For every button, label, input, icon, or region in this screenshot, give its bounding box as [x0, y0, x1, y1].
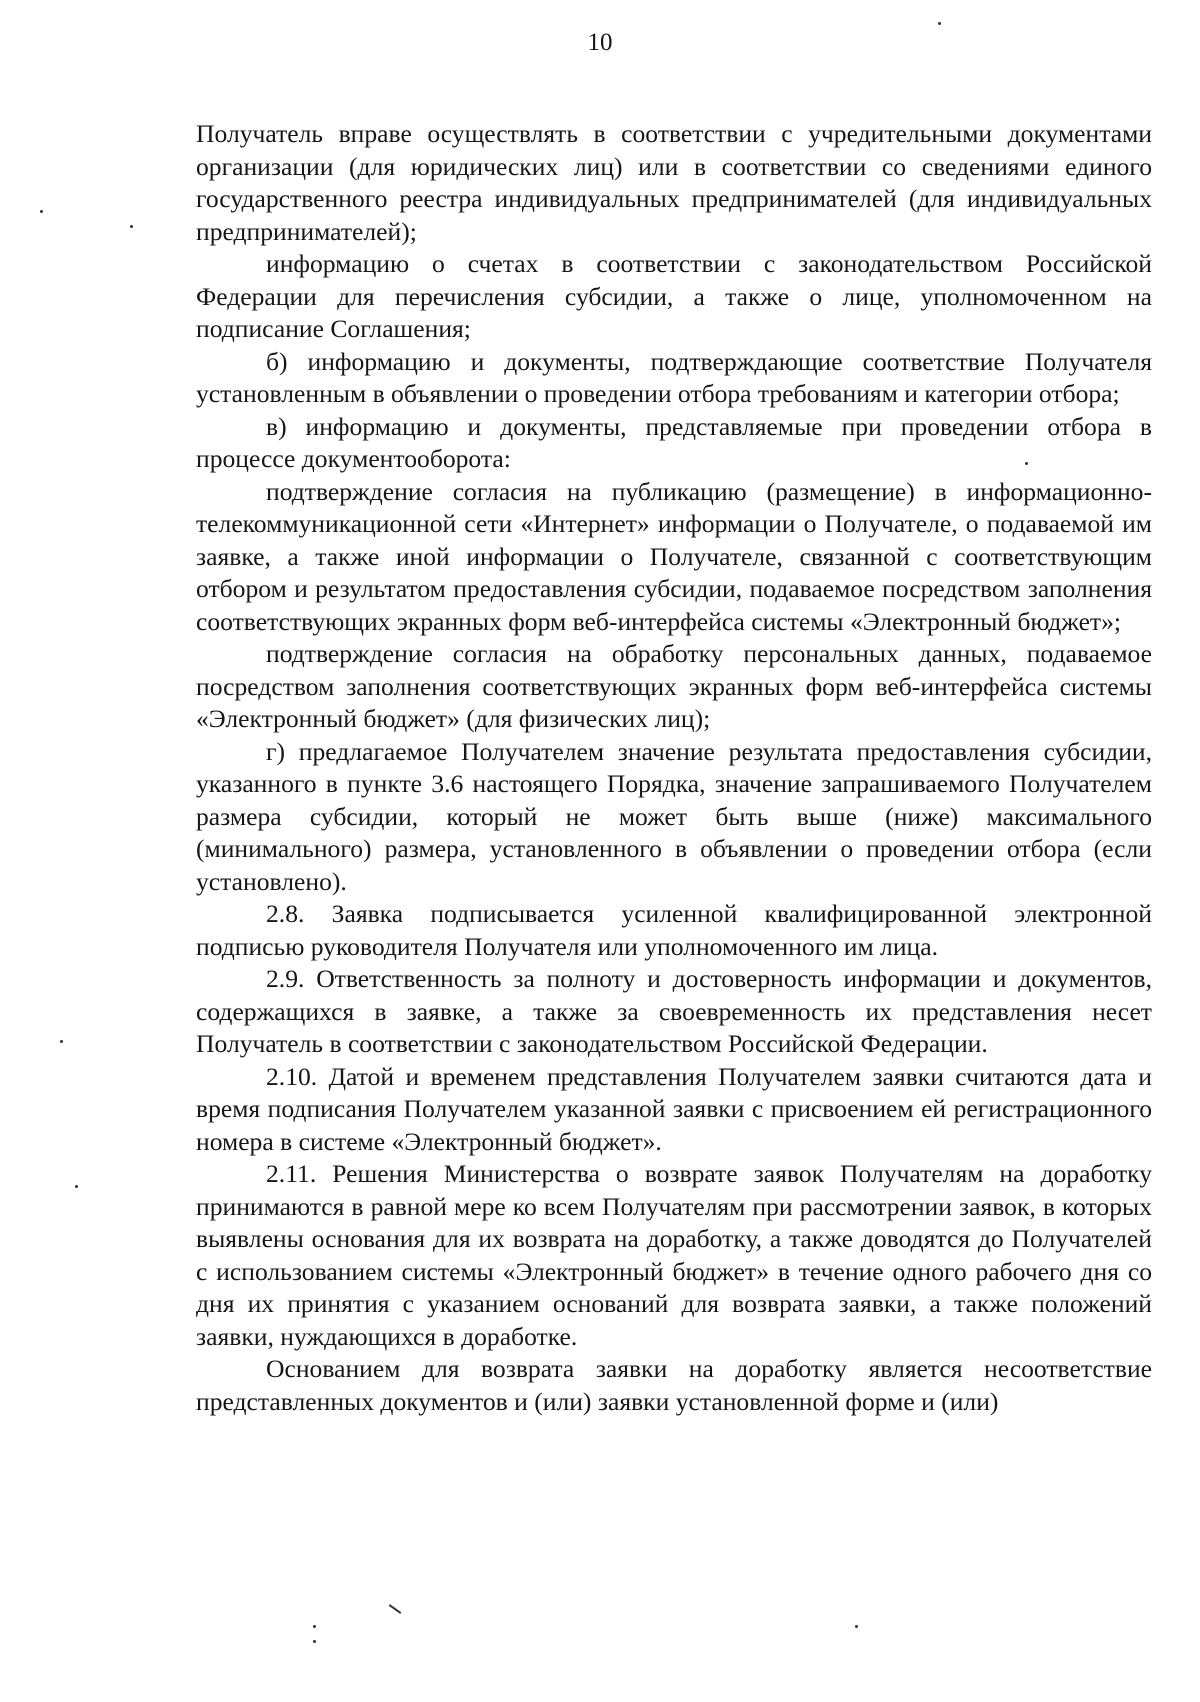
scan-speck	[1025, 462, 1028, 465]
scan-speck	[313, 1640, 316, 1643]
paragraph: 2.11. Решения Министерства о возврате заявок Получателям на доработку принимаются в равной мере ко всем Получателям при рассмотрении заявок, в которых выявлены основания для их возврата на доработку, а также доводятся до Получателей с использованием системы «Электронный бюджет» в течение одного рабочего дня со дня их принятия с указанием оснований для возврата заявки, а также положений заявки, нуждающихся в доработке.	[196, 1159, 1152, 1351]
paragraph: подтверждение согласия на публикацию (размещение) в информационно-телекоммуникационной сети «Интернет» информации о Получателе, о подаваемой им заявке, а также иной информации о Получателе, связанной с соответствующим отбором и результатом предоставления субсидии, подаваемое посредством заполнения соответствующих экранных форм веб-интерфейса системы «Электронный бюджет»;	[196, 476, 1152, 636]
paragraph: подтверждение согласия на обработку персональных данных, подаваемое посредством заполнения соответствующих экранных форм веб-интерфейса системы «Электронный бюджет» (для физических лиц);	[196, 639, 1152, 733]
scan-speck	[75, 1185, 78, 1188]
scan-speck	[313, 1625, 316, 1628]
document-body	[196, 118, 1152, 1418]
scan-speck	[938, 22, 941, 25]
paragraph: б) информацию и документы, подтверждающие соответствие Получателя установленным в объявлении о проведении отбора требованиям и категории отбора;	[196, 346, 1152, 408]
paragraph: г) предлагаемое Получателем значение результата предоставления субсидии, указанного в пункте 3.6 настоящего Порядка, значение запрашиваемого Получателем размера субсидии, который не может быть выше (ниже) максимального (минимального) размера, установленного в объявлении о проведении отбора (если установлено).	[196, 736, 1152, 896]
scan-speck	[130, 225, 133, 228]
scan-speck	[40, 210, 43, 213]
scan-speck	[855, 1625, 858, 1628]
page-number: 10	[587, 29, 613, 56]
paragraph: 2.10. Датой и временем представления Получателем заявки считаются дата и время подписания Получателем указанной заявки с присвоением ей регистрационного номера в системе «Электронный бюджет».	[196, 1061, 1152, 1156]
scan-mark	[389, 1604, 402, 1614]
paragraph: в) информацию и документы, представляемые при проведении отбора в процессе документооборота:	[196, 411, 1152, 473]
paragraph: 2.8. Заявка подписывается усиленной квалифицированной электронной подписью руководителя Получателя или уполномоченного им лица.	[196, 899, 1152, 961]
paragraph: 2.9. Ответственность за полноту и достоверность информации и документов, содержащихся в заявке, а также за своевременность их представления несет Получатель в соответствии с законодательством Российской Федерации.	[196, 964, 1152, 1058]
paragraph: Основанием для возврата заявки на доработку является несоответствие представленных документов и (или) заявки установленной форме и (или)	[196, 1354, 1152, 1416]
paragraph: Получатель вправе осуществлять в соответствии с учредительными документами организации (для юридических лиц) или в соответствии со сведениями единого государственного реестра индивидуальных предпринимателей (для индивидуальных предпринимателей);	[196, 119, 1152, 246]
paragraph: информацию о счетах в соответствии с законодательством Российской Федерации для перечисления субсидии, а также о лице, уполномоченном на подписание Соглашения;	[196, 249, 1152, 343]
scan-speck	[60, 1040, 63, 1043]
